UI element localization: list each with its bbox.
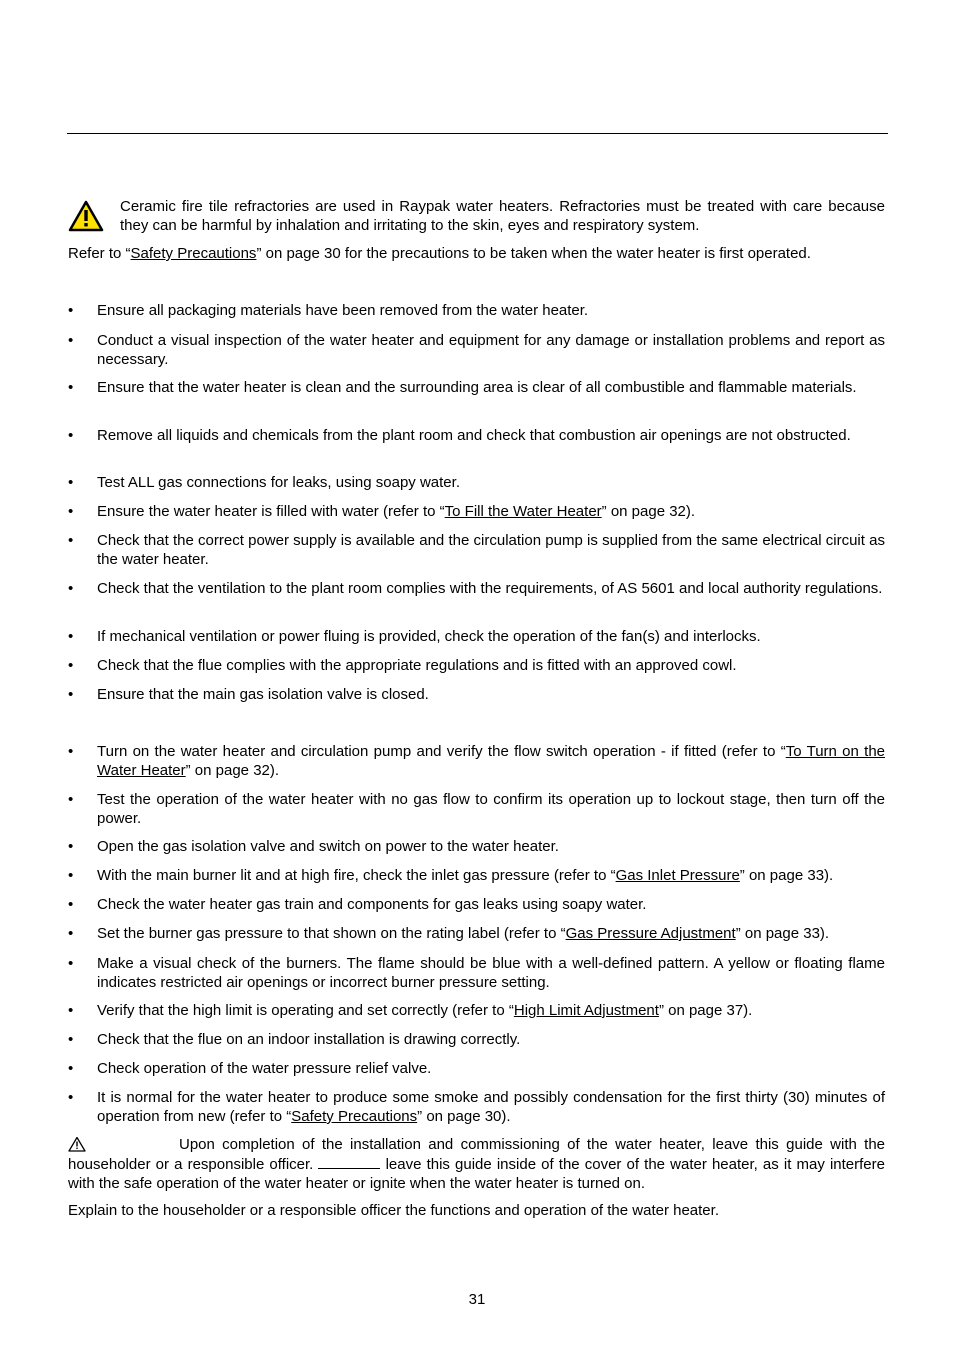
list-item-text-pre: With the main burner lit and at high fire, check the inlet gas pressure (refer to “ (97, 867, 616, 884)
guide-warning-post: leave this guide inside of the cover of the water heater, as it may interfere with the safe operation of the water heater or ignite when the water heater is turned on. (68, 1156, 885, 1192)
list-item-text (97, 1059, 885, 1078)
bullet-icon: • (68, 532, 74, 549)
bullet-icon: • (68, 332, 74, 349)
bullet-icon: • (68, 427, 74, 444)
list-item-text (97, 656, 885, 675)
bullet-icon: • (68, 838, 74, 855)
list-item-text-post: ” on page 33). (735, 925, 830, 942)
cross-reference-link[interactable]: To Turn on the Water Heater (97, 743, 886, 779)
list-item-text-pre: It is normal for the water heater to produce some smoke and possibly condensation for the first thirty (30) minutes of operation from new (refer to “ (97, 1089, 885, 1125)
list-item-text (97, 742, 885, 780)
list-item-text-pre: Test the operation of the water heater with no gas flow to confirm its operation up to lockout stage, then turn off the power. (97, 791, 885, 827)
list-item-text-pre: Check operation of the water pressure relief valve. (97, 1060, 432, 1077)
list-item-text-pre: Set the burner gas pressure to that shown on the rating label (refer to “ (97, 925, 566, 942)
list-item-text (97, 1001, 885, 1020)
bullet-icon: • (68, 580, 74, 597)
list-item-text-pre: Ensure the water heater is filled with water (refer to “ (97, 503, 445, 520)
warning-icon (68, 200, 104, 232)
bullet-icon: • (68, 867, 74, 884)
list-item-text-post: ” on page 33). (739, 867, 834, 884)
list-item-text (97, 895, 885, 914)
cross-reference-link[interactable]: Gas Pressure Adjustment (565, 925, 736, 942)
list-item-text-pre: Turn on the water heater and circulation pump and verify the flow switch operation - if fitted (refer to “ (97, 743, 786, 760)
list-item-text (97, 378, 885, 397)
bullet-icon: • (68, 628, 74, 645)
bullet-icon: • (68, 302, 74, 319)
list-item-text-pre: If mechanical ventilation or power fluing is provided, check the operation of the fan(s) and interlocks. (97, 628, 761, 645)
list-item-text (97, 685, 885, 704)
list-item-text (97, 301, 885, 320)
list-item-text-pre: Check that the ventilation to the plant room complies with the requirements, of AS 5601 and local authority regulations. (97, 580, 883, 597)
header-rule (67, 133, 888, 134)
list-item-text-pre: Ensure all packaging materials have been removed from the water heater. (97, 302, 589, 319)
bullet-icon: • (68, 686, 74, 703)
list-item-text-pre: Conduct a visual inspection of the water heater and equipment for any damage or installation problems and report as necessary. (97, 332, 885, 368)
explain-line: Explain to the householder or a responsible officer the functions and operation of the water heater. (68, 1202, 719, 1219)
bullet-icon: • (68, 503, 74, 520)
list-item-text (97, 1030, 885, 1049)
list-item-text (97, 331, 885, 369)
list-item-text-pre: Make a visual check of the burners. The flame should be blue with a well-defined pattern. A yellow or floating flame indicates restricted air openings or incorrect burner pressure setting. (97, 955, 885, 991)
list-item-text-pre: Open the gas isolation valve and switch on power to the water heater. (97, 838, 559, 855)
list-item-text (97, 924, 885, 943)
bullet-icon: • (68, 1002, 74, 1019)
list-item-text-pre: Remove all liquids and chemicals from the plant room and check that combustion air openings are not obstructed. (97, 427, 851, 444)
list-item-text-pre: Check that the correct power supply is available and the circulation pump is supplied from the same electrical circuit as the water heater. (97, 532, 885, 568)
list-item-text-pre: Verify that the high limit is operating and set correctly (refer to “ (97, 1002, 514, 1019)
refer-pre: Refer to “ (68, 245, 131, 262)
guide-warning-pre: Upon completion of the installation and commissioning of the water heater, leave this guide with the householder or a responsible officer. (68, 1136, 885, 1173)
refer-post: ” on page 30 for the precautions to be taken when the water heater is first operated. (256, 245, 811, 262)
bullet-icon: • (68, 743, 74, 760)
list-item-text (97, 627, 885, 646)
bullet-icon: • (68, 474, 74, 491)
bullet-icon: • (68, 925, 74, 942)
list-item-text-pre: Ensure that the water heater is clean and the surrounding area is clear of all combustible and flammable materials. (97, 379, 857, 396)
list-item-text-post: ” on page 32). (601, 503, 696, 520)
list-item-text (97, 837, 885, 856)
list-item-text (97, 1088, 885, 1126)
bullet-icon: • (68, 1060, 74, 1077)
list-item-text-pre: Check the water heater gas train and components for gas leaks using soapy water. (97, 896, 647, 913)
refractory-warning-text: Ceramic fire tile refractories are used in Raypak water heaters. Refractories must be treated with care because they can be harmful by inhalation and irritating to the skin, eyes and respiratory system. (120, 198, 885, 234)
bullet-icon: • (68, 379, 74, 396)
list-item-text (97, 866, 885, 885)
list-item-text-post: ” on page 30). (417, 1108, 511, 1125)
bullet-icon: • (68, 791, 74, 808)
safety-precautions-link[interactable]: Safety Precautions (130, 245, 257, 262)
list-item-text (97, 426, 885, 445)
list-item-text-post: ” on page 37). (658, 1002, 753, 1019)
list-item-text (97, 790, 885, 828)
bullet-icon: • (68, 1089, 74, 1106)
page-number: 31 (468, 1291, 486, 1308)
list-item-text (97, 473, 885, 492)
bullet-icon: • (68, 1031, 74, 1048)
warning-triangle-icon (68, 1136, 86, 1152)
cross-reference-link[interactable]: To Fill the Water Heater (444, 503, 602, 520)
list-item-text (97, 954, 885, 992)
list-item-text-post: ” on page 32). (185, 762, 280, 779)
bullet-icon: • (68, 657, 74, 674)
bullet-icon: • (68, 955, 74, 972)
list-item-text (97, 579, 885, 598)
list-item-text-pre: Ensure that the main gas isolation valve is closed. (97, 686, 429, 703)
list-item-text (97, 502, 885, 521)
refer-safety-line (68, 244, 885, 263)
guide-warning (68, 1135, 885, 1193)
cross-reference-link[interactable]: Safety Precautions (291, 1108, 418, 1125)
bullet-icon: • (68, 896, 74, 913)
list-item-text-pre: Check that the flue complies with the appropriate regulations and is fitted with an approved cowl. (97, 657, 737, 674)
list-item-text-pre: Test ALL gas connections for leaks, using soapy water. (97, 474, 460, 491)
cross-reference-link[interactable]: High Limit Adjustment (513, 1002, 659, 1019)
list-item-text-pre: Check that the flue on an indoor installation is drawing correctly. (97, 1031, 521, 1048)
list-item-text (97, 531, 885, 569)
cross-reference-link[interactable]: Gas Inlet Pressure (615, 867, 740, 884)
blank-line (318, 1154, 380, 1169)
guide-warning-text (68, 1135, 885, 1193)
